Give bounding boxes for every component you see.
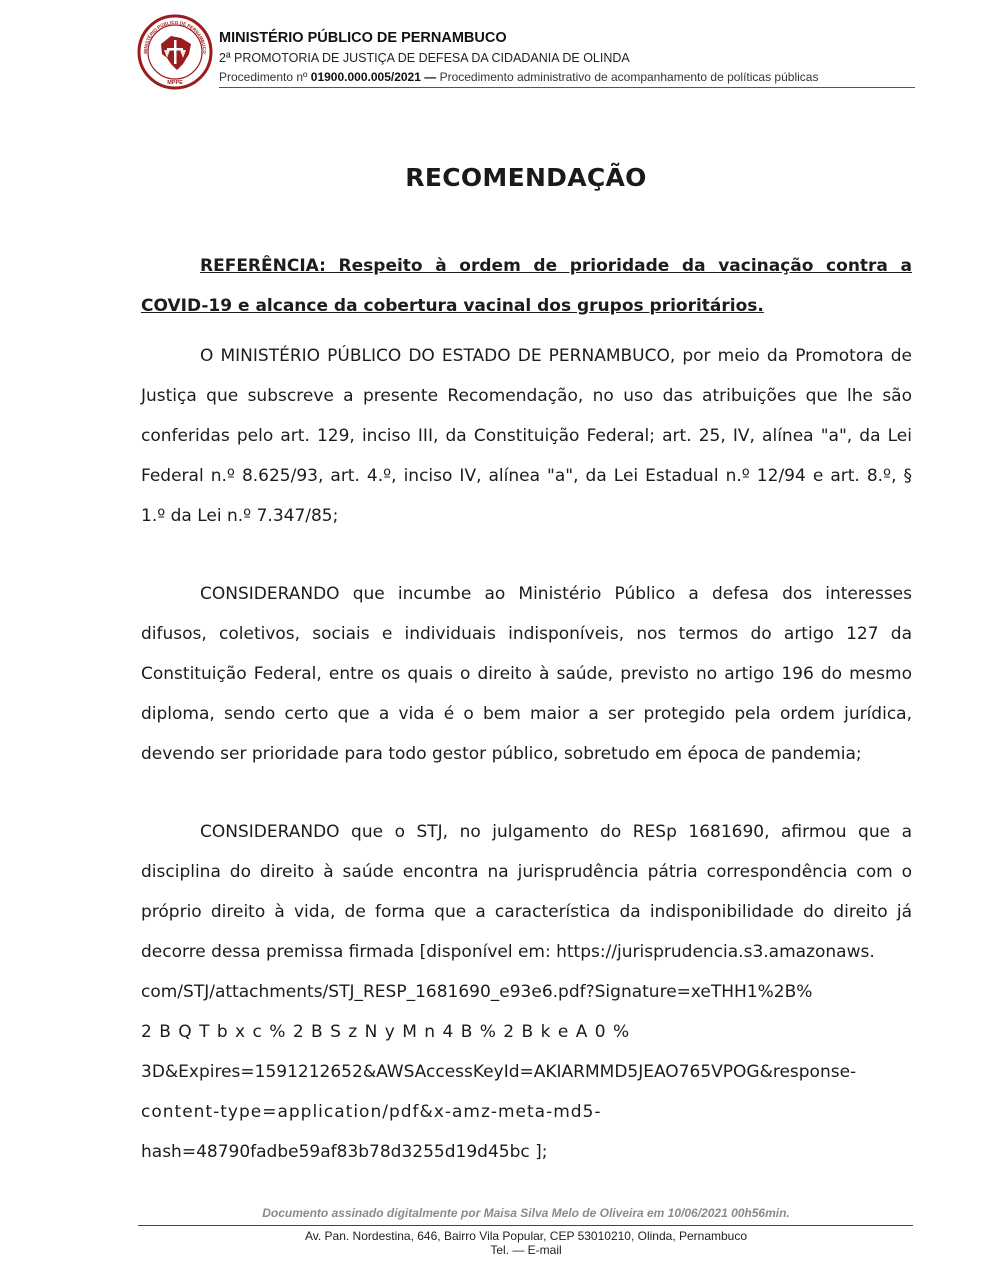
contact-line: Tel. — E-mail	[490, 1243, 562, 1257]
url-line: hash=48790fadbe59af83b78d3255d19d45bc ];	[141, 1142, 548, 1162]
footer-address	[0, 1229, 981, 1257]
seal-abbrev: MPPE	[167, 80, 183, 86]
paragraph-considerando-2: CONSIDERANDO que o STJ, no julgamento do RESp 1681690, afirmou que a disciplina do direito à saúde encontra na jurisprudência pátria correspondência com o próprio direito à vida, de forma que a característica da indisponibilidade do direito já decorre dessa premissa firmada [disponível em: https://jurisprudencia.s3.amazonaws.	[141, 822, 912, 962]
mppe-seal-icon	[137, 14, 213, 90]
reference-line: REFERÊNCIA: Respeito à ordem de prioridade da vacinação contra a COVID-19 e alcance da cobertura vacinal dos grupos prioritários.	[141, 256, 912, 316]
org-name: MINISTÉRIO PÚBLICO DE PERNAMBUCO	[219, 30, 507, 46]
paragraph-considerando-1: CONSIDERANDO que incumbe ao Ministério Público a defesa dos interesses difusos, coletivos, sociais e individuais indisponíveis, nos termos do artigo 127 da Constituição Federal, entre os quais o direito à saúde, previsto no artigo 196 do mesmo diploma, sendo certo que a vida é o bem maior a ser protegido pela ordem jurídica, devendo ser prioridade para todo gestor público, sobretudo em época de pandemia;	[141, 584, 912, 764]
procedure-description: Procedimento administrativo de acompanhamento de políticas públicas	[439, 70, 819, 84]
seal-text: MINISTÉRIO PÚBLICO DE PERNAMBUCO	[142, 19, 208, 54]
department-name: 2ª PROMOTORIA DE JUSTIÇA DE DEFESA DA CIDADANIA DE OLINDA	[219, 51, 630, 65]
url-line: 2 B Q T b x c % 2 B S z N y M n 4 B % 2 B k e A 0 %	[141, 1022, 631, 1042]
procedure-line	[219, 68, 915, 88]
url-line: com/STJ/attachments/STJ_RESP_1681690_e93e6.pdf?Signature=xeTHH1%2B%	[141, 982, 813, 1002]
procedure-prefix: Procedimento nº	[219, 70, 308, 84]
document-title: RECOMENDAÇÃO	[405, 163, 647, 192]
url-line: 3D&Expires=1591212652&AWSAccessKeyId=AKIARMMD5JEAO765VPOG&response-	[141, 1062, 857, 1082]
digital-signature-note: Documento assinado digitalmente por Maisa Silva Melo de Oliveira em 10/06/2021 00h56min.	[262, 1206, 790, 1220]
letterhead	[137, 12, 917, 98]
paragraph-preamble: O MINISTÉRIO PÚBLICO DO ESTADO DE PERNAMBUCO, por meio da Promotora de Justiça que subscreve a presente Recomendação, no uso das atribuições que lhe são conferidas pelo art. 129, inciso III, da Constituição Federal; art. 25, IV, alínea "a", da Lei Federal n.º 8.625/93, art. 4.º, inciso IV, alínea "a", da Lei Estadual n.º 12/94 e art. 8.º, § 1.º da Lei n.º 7.347/85;	[141, 346, 912, 526]
procedure-number: 01900.000.005/2021 —	[310, 70, 437, 84]
letterhead-text	[219, 28, 915, 88]
url-line: content-type=application/pdf&x-amz-meta-md5-	[141, 1102, 602, 1122]
document-body	[141, 246, 912, 1172]
address-line: Av. Pan. Nordestina, 646, Bairro Vila Popular, CEP 53010210, Olinda, Pernambuco	[304, 1229, 748, 1243]
footer-divider	[138, 1225, 913, 1226]
